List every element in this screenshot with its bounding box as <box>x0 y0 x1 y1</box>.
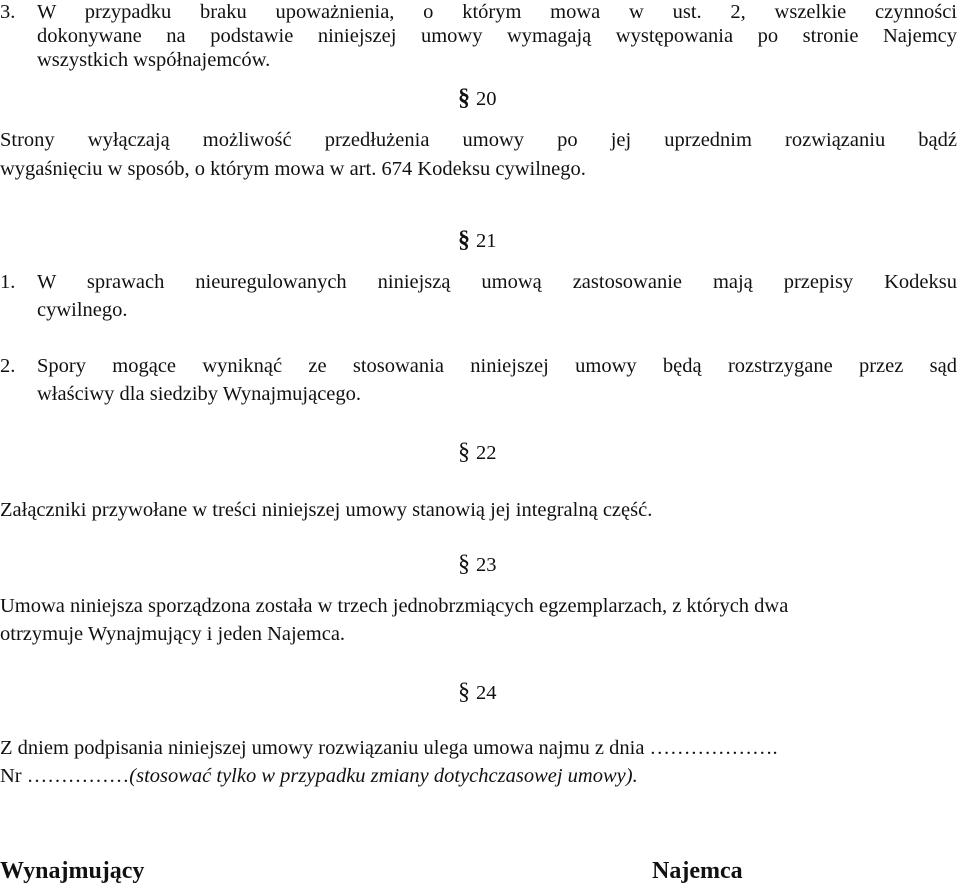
section-heading-24 <box>458 680 497 705</box>
paragraph-number: 2. <box>0 355 16 377</box>
section-21-line: W sprawach nieuregulowanych niniejszą umową zastosowanie mają przepisy Kodeksu <box>37 271 957 293</box>
paragraph-line: dokonywane na podstawie niniejszej umowy wymagają występowania po stronie Najemcy <box>37 25 957 47</box>
paragraph-line: wszystkich współnajemców. <box>37 49 271 71</box>
section-23-line: otrzymuje Wynajmujący i jeden Najemca. <box>0 623 346 645</box>
section-20-line: Strony wyłączają możliwość przedłużenia umowy po jej uprzednim rozwiązaniu bądź <box>0 129 957 151</box>
section-21-line: cywilnego. <box>37 299 128 321</box>
section-24-line-2 <box>0 764 638 788</box>
paragraph-line: W przypadku braku upoważnienia, o którym mowa w ust. 2, wszelkie czynności <box>37 1 957 23</box>
paragraph-3 <box>0 0 960 72</box>
section-heading-20 <box>458 86 497 111</box>
section-number: 23 <box>476 554 497 576</box>
section-22-line: Załączniki przywołane w treści niniejszej umowy stanowią jej integralną część. <box>0 499 653 521</box>
section-21-line: właściwy dla siedziby Wynajmującego. <box>37 383 362 405</box>
paragraph-number: 3. <box>0 1 16 23</box>
section-number: 21 <box>476 230 497 252</box>
section-20-line: wygaśnięciu w sposób, o którym mowa w art. 674 Kodeksu cywilnego. <box>0 158 586 180</box>
paragraph-number: 1. <box>0 271 16 293</box>
section-heading-23 <box>458 552 497 577</box>
section-number: 24 <box>476 682 497 704</box>
signature-landlord: Wynajmujący <box>0 858 145 884</box>
section-symbol: § <box>458 679 470 705</box>
signature-tenant: Najemca <box>652 858 743 884</box>
section-symbol: § <box>458 439 470 465</box>
section-number: 20 <box>476 88 497 110</box>
section-symbol: § <box>458 227 470 253</box>
usage-note: (stosować tylko w przypadku zmiany dotychczasowej umowy). <box>129 765 638 787</box>
section-23-line: Umowa niniejsza sporządzona została w trzech jednobrzmiących egzemplarzach, z których dwa <box>0 595 789 617</box>
section-symbol: § <box>458 551 470 577</box>
section-21-line: Spory mogące wyniknąć ze stosowania niniejszej umowy będą rozstrzygane przez sąd <box>37 355 957 377</box>
section-number: 22 <box>476 442 497 464</box>
section-heading-22 <box>458 440 497 465</box>
section-24-line: Z dniem podpisania niniejszej umowy rozwiązaniu ulega umowa najmu z dnia ………………. <box>0 737 778 759</box>
number-placeholder: Nr …………… <box>0 765 130 787</box>
section-symbol: § <box>458 85 470 111</box>
section-heading-21 <box>458 228 497 253</box>
